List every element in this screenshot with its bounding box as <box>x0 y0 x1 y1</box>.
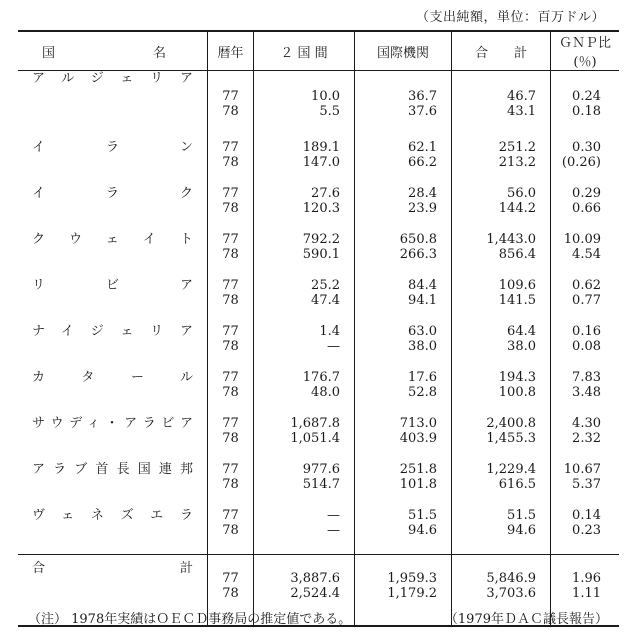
bilateral-value-77: 1.4 <box>319 324 340 339</box>
gnp-ratio-78: 2.32 <box>572 431 601 446</box>
year-77: 77 <box>222 462 239 477</box>
country-name: ヴェネズエラ <box>32 508 193 523</box>
gnp-ratio-77: 10.09 <box>563 232 601 247</box>
total-total-77: 5,846.9 <box>486 571 536 586</box>
total-gnp-78: 1.11 <box>572 586 601 601</box>
country-name: アラブ首長国連邦 <box>32 462 193 477</box>
year-78: 78 <box>222 339 239 354</box>
table-row <box>18 186 619 232</box>
table-row <box>18 324 619 370</box>
multilateral-value-78: 23.9 <box>408 201 437 216</box>
total-value-77: 64.4 <box>507 324 536 339</box>
table-row <box>18 278 619 324</box>
table-row <box>18 140 619 186</box>
country-name: ナイジェリア <box>32 324 193 339</box>
bilateral-value-78: 47.4 <box>311 293 340 308</box>
gnp-ratio-78: 3.48 <box>572 385 601 400</box>
bilateral-value-77: 977.6 <box>302 462 340 477</box>
total-value-78: 100.8 <box>498 385 536 400</box>
multilateral-value-77: 51.5 <box>408 508 437 523</box>
gnp-ratio-77: 7.83 <box>572 370 601 385</box>
gnp-ratio-77: 0.14 <box>572 508 601 523</box>
bilateral-value-77: 176.7 <box>302 370 340 385</box>
bilateral-value-78: 514.7 <box>302 477 340 492</box>
multilateral-value-77: 62.1 <box>408 140 437 155</box>
bilateral-value-78: 147.0 <box>302 155 340 170</box>
total-value-77: 56.0 <box>507 186 536 201</box>
year-77: 77 <box>222 232 239 247</box>
multilateral-value-78: 52.8 <box>408 385 437 400</box>
multilateral-value-77: 650.8 <box>399 232 437 247</box>
total-multilateral-77: 1,959.3 <box>387 571 437 586</box>
year-78: 78 <box>222 247 239 262</box>
year-77: 77 <box>222 324 239 339</box>
country-name: クウェイト <box>32 232 193 247</box>
bilateral-value-78: — <box>327 339 340 354</box>
table-row <box>18 462 619 508</box>
total-multilateral-78: 1,179.2 <box>387 586 437 601</box>
country-name: イラク <box>32 186 193 201</box>
multilateral-value-77: 63.0 <box>408 324 437 339</box>
total-value-78: 616.5 <box>498 477 536 492</box>
year-78: 78 <box>222 293 239 308</box>
gnp-ratio-78: 0.18 <box>572 104 601 119</box>
total-year-78: 78 <box>222 586 239 601</box>
footnote-source: （1979年ＤＡＣ議長報告） <box>444 612 608 627</box>
multilateral-value-78: 37.6 <box>408 104 437 119</box>
country-name: リビア <box>32 278 193 293</box>
table-row <box>18 416 619 462</box>
bilateral-value-78: 590.1 <box>302 247 340 262</box>
gnp-ratio-78: 5.37 <box>572 477 601 492</box>
total-value-77: 194.3 <box>498 370 536 385</box>
year-78: 78 <box>222 477 239 492</box>
bilateral-value-77: 1,687.8 <box>290 416 340 431</box>
country-name: アルジェリア <box>32 71 193 86</box>
gnp-ratio-78: 4.54 <box>572 247 601 262</box>
total-value-78: 43.1 <box>507 104 536 119</box>
total-value-78: 141.5 <box>498 293 536 308</box>
gnp-ratio-78: 0.77 <box>572 293 601 308</box>
header-bilateral: ２ 国 間 <box>254 31 355 71</box>
table-row <box>18 508 619 555</box>
year-77: 77 <box>222 278 239 293</box>
bilateral-value-78: 1,051.4 <box>290 431 340 446</box>
gnp-ratio-77: 0.29 <box>572 186 601 201</box>
year-77: 77 <box>222 416 239 431</box>
gnp-ratio-77: 0.62 <box>572 278 601 293</box>
bilateral-value-77: 792.2 <box>302 232 340 247</box>
bilateral-value-77: 10.0 <box>311 89 340 104</box>
gnp-ratio-78: (0.26) <box>561 155 601 170</box>
total-value-77: 251.2 <box>498 140 536 155</box>
gnp-ratio-78: 0.66 <box>572 201 601 216</box>
gnp-ratio-77: 0.16 <box>572 324 601 339</box>
bilateral-value-78: 120.3 <box>302 201 340 216</box>
total-year-77: 77 <box>222 571 239 586</box>
year-77: 77 <box>222 89 239 104</box>
footnote <box>28 608 608 627</box>
total-value-77: 1,443.0 <box>486 232 536 247</box>
total-total-78: 3,703.6 <box>486 586 536 601</box>
footnote-text: （注） 1978年実績はＯＥＣＤ事務局の推定値である。 <box>28 612 352 627</box>
bilateral-value-77: 25.2 <box>311 278 340 293</box>
multilateral-value-77: 36.7 <box>408 89 437 104</box>
gnp-ratio-78: 0.08 <box>572 339 601 354</box>
total-value-77: 2,400.8 <box>486 416 536 431</box>
year-77: 77 <box>222 370 239 385</box>
total-value-77: 1,229.4 <box>486 462 536 477</box>
multilateral-value-78: 66.2 <box>408 155 437 170</box>
total-value-78: 856.4 <box>498 247 536 262</box>
multilateral-value-78: 266.3 <box>399 247 437 262</box>
country-name: カタール <box>32 370 193 385</box>
header-country: 国 名 <box>18 31 208 71</box>
gnp-ratio-78: 0.23 <box>572 523 601 538</box>
year-78: 78 <box>222 155 239 170</box>
year-77: 77 <box>222 140 239 155</box>
year-78: 78 <box>222 523 239 538</box>
total-bilateral-78: 2,524.4 <box>290 586 340 601</box>
header-multilateral: 国際機関 <box>355 31 452 71</box>
total-bilateral-77: 3,887.6 <box>290 571 340 586</box>
multilateral-value-78: 38.0 <box>408 339 437 354</box>
total-value-77: 51.5 <box>507 508 536 523</box>
multilateral-value-78: 101.8 <box>399 477 437 492</box>
multilateral-value-77: 28.4 <box>408 186 437 201</box>
multilateral-value-78: 403.9 <box>399 431 437 446</box>
multilateral-value-78: 94.1 <box>408 293 437 308</box>
total-value-78: 1,455.3 <box>486 431 536 446</box>
table-row <box>18 232 619 278</box>
gnp-ratio-77: 4.30 <box>572 416 601 431</box>
multilateral-value-77: 251.8 <box>399 462 437 477</box>
oda-table <box>18 30 619 627</box>
gnp-ratio-77: 10.67 <box>563 462 601 477</box>
total-gnp-77: 1.96 <box>572 571 601 586</box>
header-gnp: ＧＮＰ比(％) <box>551 31 620 71</box>
year-78: 78 <box>222 104 239 119</box>
gnp-ratio-77: 0.24 <box>572 89 601 104</box>
year-78: 78 <box>222 201 239 216</box>
bilateral-value-77: 27.6 <box>311 186 340 201</box>
country-name: イラン <box>32 140 193 155</box>
bilateral-value-78: — <box>327 523 340 538</box>
bilateral-value-77: 189.1 <box>302 140 340 155</box>
total-value-77: 46.7 <box>507 89 536 104</box>
year-78: 78 <box>222 431 239 446</box>
table-row <box>18 71 619 141</box>
multilateral-value-77: 84.4 <box>408 278 437 293</box>
bilateral-value-78: 48.0 <box>311 385 340 400</box>
country-name: サウディ・アラビア <box>32 416 193 431</box>
year-77: 77 <box>222 186 239 201</box>
total-value-78: 38.0 <box>507 339 536 354</box>
year-78: 78 <box>222 385 239 400</box>
multilateral-value-78: 94.6 <box>408 523 437 538</box>
gnp-ratio-77: 0.30 <box>572 140 601 155</box>
multilateral-value-77: 17.6 <box>408 370 437 385</box>
year-77: 77 <box>222 508 239 523</box>
table-caption: （支出純額，単位：百万ドル） <box>415 10 605 25</box>
total-value-77: 109.6 <box>498 278 536 293</box>
total-value-78: 144.2 <box>498 201 536 216</box>
total-label: 合 計 <box>32 561 193 576</box>
multilateral-value-77: 713.0 <box>399 416 437 431</box>
header-year: 暦年 <box>208 31 254 71</box>
bilateral-value-78: 5.5 <box>319 104 340 119</box>
table-row <box>18 370 619 416</box>
total-value-78: 94.6 <box>507 523 536 538</box>
header-total: 合 計 <box>452 31 551 71</box>
bilateral-value-77: — <box>327 508 340 523</box>
total-value-78: 213.2 <box>498 155 536 170</box>
